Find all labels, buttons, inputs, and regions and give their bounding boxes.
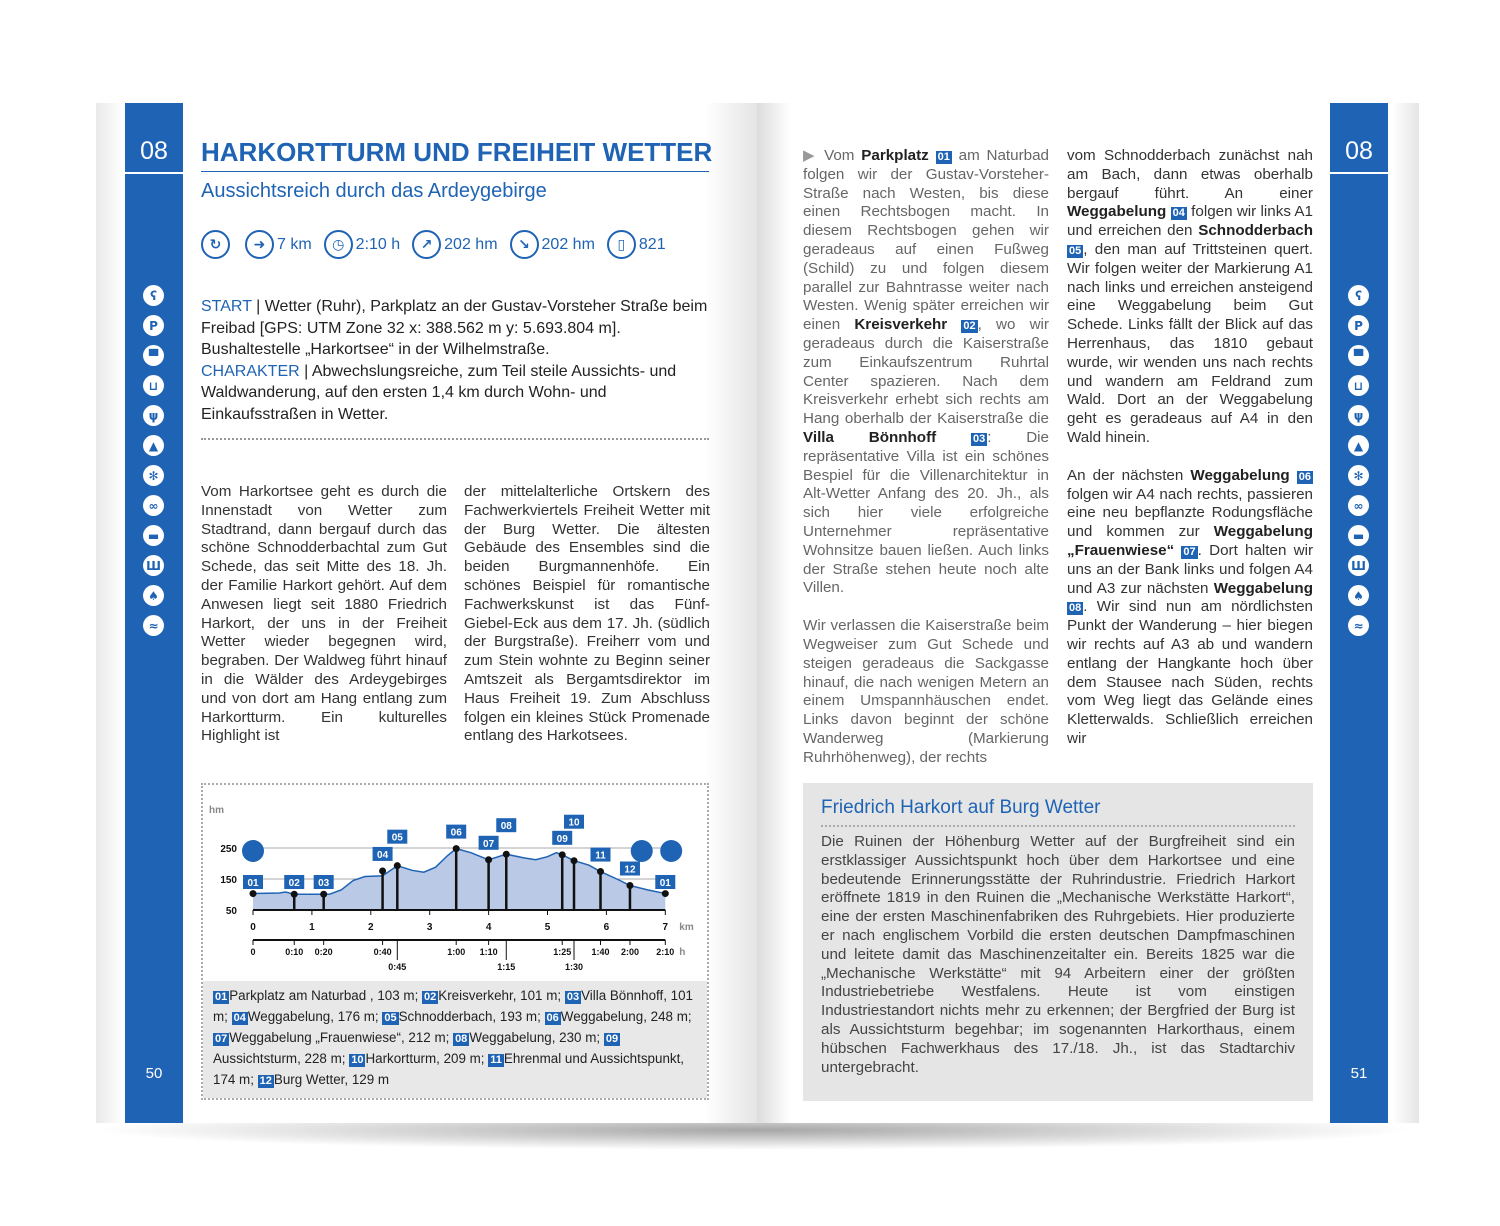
mountain-icon: ▲ [1348, 435, 1369, 456]
legend-entry: Schnodderbach, 193 m; [398, 1009, 541, 1024]
waypoint-badge: 03 [566, 991, 580, 1003]
tree-icon: ♠ [143, 585, 164, 606]
time-tick-label: 1:30 [564, 962, 584, 972]
start-text: | Wetter (Ruhr), Parkplatz an der Gustav-Vorsteher Straße beim Freibad [GPS: UTM Zone 32 x: 388.562 m y: 5.693.804 m]. Bushaltestelle „Harkortsee“ in der Wilhelmstraße. [201, 298, 708, 358]
text-segment: Weggabelung [1067, 203, 1171, 221]
time-tick-label: 2:10 [656, 947, 675, 957]
stat-label: 202 hm [541, 235, 595, 253]
legend-entry: Harkortturm, 209 m; [365, 1051, 485, 1066]
left-page [96, 103, 758, 1123]
waypoint-badge: 05 [384, 1012, 397, 1024]
x-tick-label: 4 [485, 922, 492, 933]
bed-icon: ▬ [143, 525, 164, 546]
text-segment: . Wir sind nun am nördlichsten Punkt der Wanderung – hier biegen wir rechts auf A3 ab und wandern entlang der Hangkante hoch über dem Stausee nach Süden, rechts vom Weg liegt das Gelände eines Kletterwalds. Schließlich erreichen wir [1067, 598, 1313, 747]
restaurant-icon: ψ [143, 405, 164, 426]
text-segment: An der nächsten [1067, 466, 1191, 484]
dotted-divider [201, 438, 709, 440]
legend-entry: Parkplatz am Naturbad , 103 m; [229, 988, 419, 1003]
text-segment: am Naturbad folgen wir der Gustav-Vorsteher-Straße nach Westen, bis diese einen Rechtsbogen macht. In diesem Rechtsbogen gehen wir geradeaus auf einen Fußweg (Schild) zu und folgen diesem parallel zur Bahntrasse weiter nach Westen. Wenig später erreichen wir einen [803, 147, 1049, 334]
time-tick-label: 1:10 [479, 947, 498, 957]
waypoint-label: 08 [500, 821, 512, 833]
waypoint-badge: 09 [605, 1033, 619, 1045]
time-tick-label: 1:15 [497, 962, 516, 972]
start-label: START [201, 298, 252, 315]
time-tick-label: 2:00 [620, 947, 639, 957]
tour-info [201, 296, 711, 425]
swimming-icon: ≈ [143, 615, 164, 636]
stat-item [245, 230, 312, 259]
tour-number: 08 [125, 137, 183, 174]
swimming-icon: ≈ [1348, 615, 1369, 636]
waypoint-badge: 08 [455, 1033, 468, 1045]
waypoint-badge: 02 [963, 320, 976, 333]
tour-stats [201, 230, 666, 259]
intro-column-2: der mittelalterliche Ortskern des Fachwerkviertels Freiheit Wetter mit der Burg Wetter. Die ältesten Gebäude des Ensembles sind die beiden Burgmannenhöfe. Ein schönes Beispiel für romantische Fachwerkskunst ist das Fünf-Giebel-Eck aus dem 17. Jh. (südlich der Burgstraße). Freiherr vom und zum Stein wohnte zu Beginn seiner Amtszeit als Bergamtsdirektor im Haus Freiheit 19. Zum Abschluss folgen ein kleines Stück Promenade entlang des Harkotsees. [464, 483, 710, 745]
snowflake-icon: ✻ [143, 465, 164, 486]
bicycle-icon: ∞ [143, 495, 164, 516]
stat-item [607, 230, 666, 259]
waypoint-dot [597, 868, 604, 875]
waypoint-legend [203, 981, 707, 1098]
legend-entry: Aussichtsturm, 228 m; [213, 1051, 346, 1066]
x-tick-label: 3 [426, 922, 433, 933]
legend-entry: Kreisverkehr, 101 m; [438, 988, 562, 1003]
paragraph [1067, 467, 1313, 749]
y-tick-label: 250 [220, 844, 237, 855]
page-title: HARKORTTURM UND FREIHEIT WETTER [201, 137, 713, 167]
y-axis-label: hm [209, 805, 224, 816]
text-segment: Parkplatz [861, 147, 936, 164]
museum-icon: Ш [1348, 555, 1369, 576]
mountain-icon: ▲ [143, 435, 164, 456]
waypoint-dot [291, 891, 298, 898]
charakter-label: CHARAKTER [201, 362, 300, 380]
route-column-2 [1067, 147, 1313, 749]
text-segment: Vom [824, 147, 862, 164]
bed-icon: ▬ [1348, 525, 1369, 546]
legend-entry: Burg Wetter, 129 m [273, 1072, 390, 1087]
text-segment: Schnodderbach [1198, 222, 1313, 240]
text-segment: folgen wir A4 nach rechts, passieren eine neu bepflanzte Rodungsfläche und kommen zur [1067, 485, 1313, 541]
text-segment: Wir verlassen die Kaiserstraße beim Wegweiser zum Gut Schede und steigen geradeaus die Sackgasse hinauf, die nach wenigen Metern an einem Umspannhäuschen endet. Links davon beginnt der schöne Wanderweg (Markierung Ruhrhöhenweg), der rechts [803, 617, 1049, 766]
legend-entry: Weggabelung „Frauenwiese“, 212 m; [229, 1030, 450, 1045]
waypoint-dot [379, 867, 386, 874]
waypoint-badge: 12 [259, 1075, 272, 1087]
text-segment: Weggabelung [1213, 579, 1313, 597]
paragraph [1067, 147, 1313, 448]
waypoint-label: 10 [568, 817, 580, 829]
waypoint-label: 05 [391, 832, 403, 844]
text-segment: folgen wir links A1 und erreichen den [1067, 203, 1313, 240]
stat-label: 2:10 h [355, 235, 401, 253]
time-tick-label: 0 [250, 947, 256, 957]
waypoint-badge: 01 [937, 151, 950, 163]
text-segment: . Dort halten wir uns an der Bank links und folgen A4 und A3 zur nächsten [1067, 541, 1313, 597]
stat-label: 202 hm [444, 235, 498, 253]
waypoint-badge: 07 [215, 1033, 228, 1045]
text-segment: Villa Bönnhoff [803, 428, 971, 446]
viewpoint-icon [631, 840, 653, 862]
basket-icon: ⊔ [143, 375, 164, 396]
x-axis-label: km [679, 922, 694, 933]
waypoint-badge: 04 [1172, 207, 1185, 220]
waypoint-dot [250, 890, 257, 897]
waypoint-badge: 10 [351, 1054, 364, 1066]
waypoint-badge: 06 [546, 1012, 559, 1024]
paragraph [803, 147, 1049, 598]
waypoint-dot [571, 857, 578, 864]
page-number: 51 [1350, 1065, 1368, 1082]
waypoint-dot [485, 856, 492, 863]
bus-icon: ▀ [1348, 345, 1369, 366]
basket-icon: ⊔ [1348, 375, 1369, 396]
waypoint-label: 04 [377, 849, 389, 861]
waypoint-badge: 11 [490, 1054, 502, 1066]
tour-number: 08 [1330, 137, 1388, 174]
right-page [757, 103, 1419, 1123]
legend-entry: Weggabelung, 248 m; [560, 1009, 692, 1024]
waypoint-label: 02 [288, 878, 300, 889]
waypoint-label: 06 [450, 827, 462, 839]
page-subtitle: Aussichtsreich durch das Ardeygebirge [201, 180, 547, 202]
waypoint-label: 11 [595, 850, 606, 862]
x-tick-label: 6 [603, 922, 610, 933]
stat-item [510, 230, 595, 259]
text-segment: vom Schnodderbach zunächst nah am Bach, dann etwas oberhalb bergauf führt. An einer [1067, 147, 1313, 202]
waypoint-badge: 07 [1183, 545, 1196, 558]
ascent-icon: ↗ [412, 230, 441, 259]
start-marker-icon [242, 840, 264, 862]
time-tick-label: 1:25 [553, 947, 572, 957]
parking-icon: P [1348, 315, 1369, 336]
stat-label: 7 km [277, 235, 312, 253]
text-segment: Weggabelung [1190, 466, 1297, 484]
waypoint-badge: 03 [972, 432, 986, 445]
title-divider [201, 171, 709, 172]
waypoint-dot [662, 890, 669, 897]
legend-entry: Weggabelung, 176 m; [247, 1009, 379, 1024]
waypoint-dot [394, 862, 401, 869]
x-tick-label: 2 [368, 922, 374, 933]
legend-entry: Weggabelung, 230 m; [469, 1030, 601, 1045]
info-box-text: Die Ruinen der Höhenburg Wetter auf der Burgfreiheit sind ein erstklassiger Aussichtspunkt hoch über dem Harkortsee und eine bedeutende Erinnerungsstätte der Ruhrindustrie. Friedrich Harkort eröffnete 1819 in den Ruinen die „Mechanische Werkstätte Harkort“, eine der ersten Maschinenfabriken des Ruhrgebiets. Hier produzierte er nach englischem Vorbild die ersten deutschen Dampfmaschinen und leitete damit das Maschinenzeitalter ein. Bereits 1825 war die „Mechanische Werkstätte“ mit 94 Arbeitern einer der größten Industriebetriebe Westfalens. Heute ist vom einstigen Industriestandort nichts mehr zu erkennen; der Bergfried der Burg ist als Aussichtsturm begehbar; im sogenannten Harkorthaus, einem hübschen Fachwerkhaus des 17./18. Jh., ist das Stadtarchiv untergebracht. [821, 833, 1295, 1076]
parking-icon: P [143, 315, 164, 336]
waypoint-label: 01 [659, 878, 671, 889]
stat-item [412, 230, 497, 259]
page-number: 50 [145, 1065, 163, 1082]
paragraph [803, 617, 1049, 767]
elevation-chart [203, 785, 707, 981]
time-axis-label: h [679, 947, 686, 958]
waypoint-label: 09 [556, 833, 568, 845]
legend-entry: Ehrenmal und Aussichtspunkt, 174 m; [213, 1051, 685, 1087]
waypoint-label: 03 [318, 878, 330, 889]
stat-item [201, 230, 233, 259]
side-strip-left [125, 103, 183, 1123]
waypoint-badge: 02 [424, 991, 437, 1003]
waypoint-badge: 06 [1298, 470, 1311, 483]
bear-icon: ʕ [143, 285, 164, 306]
text-segment: , den man auf Trittsteinen quert. Wir folgen weiter der Markierung A1 nach links und erreichen ansteigend eine Weggabelung beim Gut Schede. Links fällt der Blick auf das Herrenhaus, das 1810 gebaut wurde, wir wenden uns nach rechts und wandern am Feldrand zum Wald. Dort an der Weggabelung geht es geradeaus auf A4 in den Wald hinein. [1067, 240, 1313, 446]
waypoint-dot [320, 891, 327, 898]
legend-entry: Villa Bönnhoff, 101 m; [213, 988, 694, 1024]
time-tick-label: 0:40 [373, 947, 392, 957]
route-column-1 [803, 147, 1049, 768]
time-tick-label: 0:45 [388, 962, 407, 972]
time-tick-label: 0:20 [314, 947, 333, 957]
waypoint-badge: 01 [215, 991, 228, 1003]
phone-code-icon: ▯ [607, 230, 636, 259]
time-tick-label: 1:40 [591, 947, 610, 957]
waypoint-dot [626, 882, 633, 889]
play-arrow-icon: ▶ [803, 147, 825, 164]
charakter-text: | Abwechslungsreiche, zum Teil steile Aussichts- und Waldwanderung, auf den ersten 1,4 km durch Wohn- und Einkaufsstraßen in Wetter. [201, 362, 677, 423]
x-tick-label: 7 [662, 922, 669, 933]
text-segment: Weggabelung „Frauenwiese“ [1067, 523, 1313, 559]
y-tick-label: 50 [225, 906, 237, 917]
stat-item [324, 230, 400, 259]
stat-label: 821 [638, 235, 666, 253]
y-tick-label: 150 [220, 875, 237, 886]
waypoint-dot [453, 845, 460, 852]
bicycle-icon: ∞ [1348, 495, 1369, 516]
info-box [803, 783, 1313, 1101]
loop-icon: ↻ [201, 230, 230, 259]
time-tick-label: 1:00 [447, 947, 466, 957]
x-tick-label: 0 [250, 922, 256, 933]
clock-icon: ◷ [324, 230, 353, 259]
side-icons [1348, 285, 1369, 636]
waypoint-label: 01 [247, 878, 259, 889]
waypoint-dot [559, 851, 566, 858]
waypoint-label: 07 [483, 838, 495, 850]
snowflake-icon: ✻ [1348, 465, 1369, 486]
descent-icon: ↘ [510, 230, 539, 259]
time-tick-label: 0:10 [285, 947, 304, 957]
side-icons [143, 285, 164, 636]
side-strip-right [1330, 103, 1388, 1123]
waypoint-badge: 04 [233, 1012, 246, 1024]
bus-icon: ▀ [143, 345, 164, 366]
info-box-title: Friedrich Harkort auf Burg Wetter [821, 797, 1295, 827]
text-segment: Kreisverkehr [854, 316, 962, 334]
x-tick-label: 1 [309, 922, 315, 933]
waypoint-dot [503, 851, 510, 858]
text-segment: , wo wir geradeaus durch die Kaiserstraße zum Einkaufszentrum Ruhrtal Center spazieren. Nach dem Kreisverkehr erhebt sich rechts am Hang oberhalb der Kaiserstraße die [803, 316, 1049, 428]
x-tick-label: 5 [544, 922, 551, 933]
end-marker-icon [660, 840, 682, 862]
intro-column-1: Vom Harkortsee geht es durch die Innenstadt von Wetter zum Stadtrand, dann bergauf durch das schöne Schnodderbachtal zum Gut Schede, das seit Mitte des 18. Jh. der Familie Harkort gehört. Auf dem Anwesen liegt seit 1880 Friedrich Harkort, der uns in der Freiheit Wetter wieder begegnen wird, begraben. Der Waldweg führt hinauf in die Wälder des Ardeygebirges und von dort am Hang entlang zum Harkortturm. Ein kulturelles Highlight ist [201, 483, 447, 745]
distance-icon: ➜ [245, 230, 274, 259]
waypoint-label: 12 [624, 864, 636, 876]
bear-icon: ʕ [1348, 285, 1369, 306]
waypoint-badge: 05 [1069, 244, 1082, 257]
elevation-profile [201, 783, 709, 1100]
text-segment: : Die repräsentative Villa ist ein schönes Bespiel für die Villenarchitektur in Alt-Wetter Anfang des 20. Jh., als sich hier viele erfolgreiche Unternehmer repräsentative Wohnsitze bauen ließen. Auch links der Straße stehen heute noch alte Villen. [803, 428, 1049, 597]
restaurant-icon: ψ [1348, 405, 1369, 426]
tree-icon: ♠ [1348, 585, 1369, 606]
waypoint-badge: 08 [1069, 602, 1082, 615]
museum-icon: Ш [143, 555, 164, 576]
